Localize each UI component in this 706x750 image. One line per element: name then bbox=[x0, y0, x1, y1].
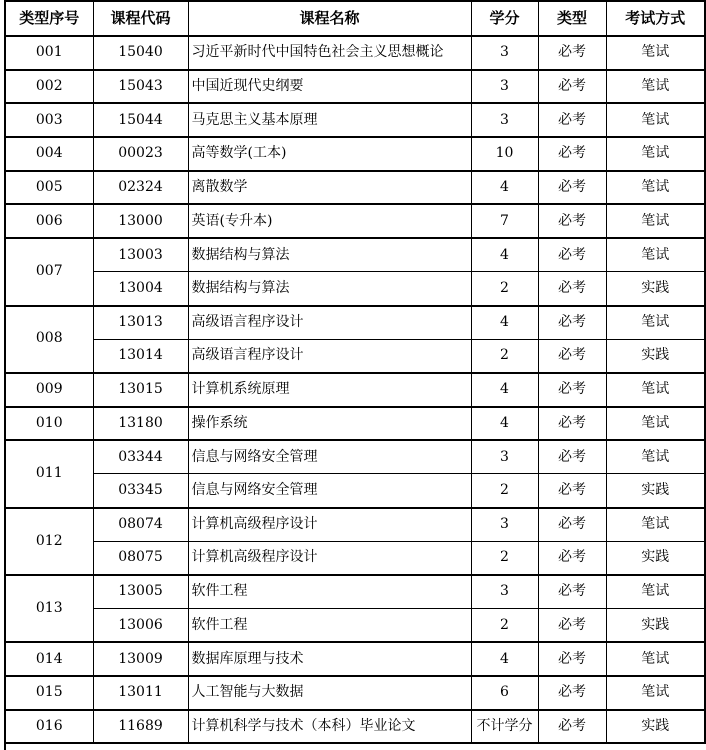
exam-cell: 笔试 bbox=[606, 171, 705, 205]
code-cell: 03345 bbox=[93, 474, 188, 508]
table-row bbox=[5, 508, 705, 542]
seq-cell: 013 bbox=[5, 575, 93, 642]
code-cell: 13003 bbox=[93, 238, 188, 272]
code-cell: 03344 bbox=[93, 440, 188, 474]
exam-cell: 笔试 bbox=[606, 407, 705, 441]
seq-cell: 002 bbox=[5, 70, 93, 104]
name-cell: 操作系统 bbox=[188, 407, 471, 441]
seq-cell: 004 bbox=[5, 137, 93, 171]
exam-cell: 笔试 bbox=[606, 103, 705, 137]
type-cell: 必考 bbox=[538, 541, 606, 575]
code-cell: 13000 bbox=[93, 204, 188, 238]
exam-cell: 笔试 bbox=[606, 508, 705, 542]
credits-cell: 2 bbox=[471, 474, 538, 508]
credits-cell: 2 bbox=[471, 609, 538, 643]
course-table bbox=[4, 0, 706, 744]
seq-cell: 015 bbox=[5, 676, 93, 710]
exam-cell: 笔试 bbox=[606, 70, 705, 104]
code-cell: 13180 bbox=[93, 407, 188, 441]
exam-cell: 笔试 bbox=[606, 238, 705, 272]
credits-cell: 2 bbox=[471, 541, 538, 575]
type-cell: 必考 bbox=[538, 238, 606, 272]
credits-cell: 3 bbox=[471, 440, 538, 474]
table-row bbox=[5, 103, 705, 137]
table-row bbox=[5, 541, 705, 575]
code-cell: 11689 bbox=[93, 710, 188, 744]
seq-cell: 008 bbox=[5, 306, 93, 373]
code-cell: 15040 bbox=[93, 36, 188, 70]
table-row bbox=[5, 440, 705, 474]
table-row bbox=[5, 676, 705, 710]
table-row bbox=[5, 171, 705, 205]
table-row bbox=[5, 407, 705, 441]
credits-cell: 4 bbox=[471, 642, 538, 676]
name-cell: 软件工程 bbox=[188, 609, 471, 643]
table-continuation-border bbox=[4, 742, 6, 750]
name-cell: 软件工程 bbox=[188, 575, 471, 609]
exam-cell: 笔试 bbox=[606, 204, 705, 238]
column-header-course-code: 课程代码 bbox=[93, 1, 188, 36]
code-cell: 13009 bbox=[93, 642, 188, 676]
exam-cell: 笔试 bbox=[606, 575, 705, 609]
seq-cell: 003 bbox=[5, 103, 93, 137]
name-cell: 数据结构与算法 bbox=[188, 272, 471, 306]
type-cell: 必考 bbox=[538, 440, 606, 474]
type-cell: 必考 bbox=[538, 70, 606, 104]
type-cell: 必考 bbox=[538, 373, 606, 407]
code-cell: 13015 bbox=[93, 373, 188, 407]
code-cell: 15043 bbox=[93, 70, 188, 104]
name-cell: 计算机高级程序设计 bbox=[188, 541, 471, 575]
exam-cell: 笔试 bbox=[606, 676, 705, 710]
type-cell: 必考 bbox=[538, 642, 606, 676]
name-cell: 高等数学(工本) bbox=[188, 137, 471, 171]
column-header-type: 类型 bbox=[538, 1, 606, 36]
column-header-credits: 学分 bbox=[471, 1, 538, 36]
table-row bbox=[5, 339, 705, 373]
column-header-course-name: 课程名称 bbox=[188, 1, 471, 36]
name-cell: 数据库原理与技术 bbox=[188, 642, 471, 676]
exam-cell: 实践 bbox=[606, 541, 705, 575]
seq-cell: 007 bbox=[5, 238, 93, 305]
credits-cell: 4 bbox=[471, 407, 538, 441]
table-row bbox=[5, 306, 705, 340]
exam-cell: 笔试 bbox=[606, 36, 705, 70]
code-cell: 13004 bbox=[93, 272, 188, 306]
name-cell: 英语(专升本) bbox=[188, 204, 471, 238]
code-cell: 13011 bbox=[93, 676, 188, 710]
code-cell: 13013 bbox=[93, 306, 188, 340]
credits-cell: 3 bbox=[471, 103, 538, 137]
code-cell: 08075 bbox=[93, 541, 188, 575]
type-cell: 必考 bbox=[538, 407, 606, 441]
exam-cell: 实践 bbox=[606, 474, 705, 508]
exam-cell: 实践 bbox=[606, 339, 705, 373]
name-cell: 高级语言程序设计 bbox=[188, 306, 471, 340]
name-cell: 中国近现代史纲要 bbox=[188, 70, 471, 104]
credits-cell: 3 bbox=[471, 508, 538, 542]
credits-cell: 6 bbox=[471, 676, 538, 710]
code-cell: 13005 bbox=[93, 575, 188, 609]
credits-cell: 7 bbox=[471, 204, 538, 238]
seq-cell: 006 bbox=[5, 204, 93, 238]
name-cell: 离散数学 bbox=[188, 171, 471, 205]
course-table-header bbox=[5, 1, 705, 36]
credits-cell: 2 bbox=[471, 339, 538, 373]
name-cell: 计算机系统原理 bbox=[188, 373, 471, 407]
exam-cell: 实践 bbox=[606, 710, 705, 744]
type-cell: 必考 bbox=[538, 676, 606, 710]
table-row bbox=[5, 272, 705, 306]
type-cell: 必考 bbox=[538, 339, 606, 373]
credits-cell: 2 bbox=[471, 272, 538, 306]
table-row bbox=[5, 36, 705, 70]
credits-cell: 4 bbox=[471, 373, 538, 407]
seq-cell: 010 bbox=[5, 407, 93, 441]
name-cell: 数据结构与算法 bbox=[188, 238, 471, 272]
table-row bbox=[5, 710, 705, 744]
name-cell: 习近平新时代中国特色社会主义思想概论 bbox=[188, 36, 471, 70]
exam-cell: 笔试 bbox=[606, 373, 705, 407]
seq-cell: 012 bbox=[5, 508, 93, 575]
seq-cell: 001 bbox=[5, 36, 93, 70]
type-cell: 必考 bbox=[538, 508, 606, 542]
table-row bbox=[5, 575, 705, 609]
seq-cell: 014 bbox=[5, 642, 93, 676]
exam-cell: 笔试 bbox=[606, 306, 705, 340]
header-row bbox=[5, 1, 705, 36]
credits-cell: 4 bbox=[471, 171, 538, 205]
type-cell: 必考 bbox=[538, 306, 606, 340]
table-row bbox=[5, 642, 705, 676]
credits-cell: 4 bbox=[471, 238, 538, 272]
code-cell: 08074 bbox=[93, 508, 188, 542]
name-cell: 计算机科学与技术（本科）毕业论文 bbox=[188, 710, 471, 744]
table-row bbox=[5, 474, 705, 508]
column-header-exam-method: 考试方式 bbox=[606, 1, 705, 36]
seq-cell: 009 bbox=[5, 373, 93, 407]
credits-cell: 3 bbox=[471, 70, 538, 104]
course-table-body bbox=[5, 36, 705, 743]
table-row bbox=[5, 609, 705, 643]
credits-cell: 3 bbox=[471, 575, 538, 609]
type-cell: 必考 bbox=[538, 575, 606, 609]
name-cell: 高级语言程序设计 bbox=[188, 339, 471, 373]
exam-cell: 实践 bbox=[606, 609, 705, 643]
exam-cell: 笔试 bbox=[606, 440, 705, 474]
type-cell: 必考 bbox=[538, 272, 606, 306]
credits-cell: 4 bbox=[471, 306, 538, 340]
exam-cell: 笔试 bbox=[606, 642, 705, 676]
code-cell: 02324 bbox=[93, 171, 188, 205]
name-cell: 信息与网络安全管理 bbox=[188, 474, 471, 508]
type-cell: 必考 bbox=[538, 474, 606, 508]
credits-cell: 不计学分 bbox=[471, 710, 538, 744]
code-cell: 13014 bbox=[93, 339, 188, 373]
type-cell: 必考 bbox=[538, 204, 606, 238]
type-cell: 必考 bbox=[538, 710, 606, 744]
credits-cell: 10 bbox=[471, 137, 538, 171]
type-cell: 必考 bbox=[538, 103, 606, 137]
table-row bbox=[5, 204, 705, 238]
table-row bbox=[5, 238, 705, 272]
seq-cell: 011 bbox=[5, 440, 93, 507]
type-cell: 必考 bbox=[538, 609, 606, 643]
code-cell: 00023 bbox=[93, 137, 188, 171]
credits-cell: 3 bbox=[471, 36, 538, 70]
name-cell: 马克思主义基本原理 bbox=[188, 103, 471, 137]
name-cell: 计算机高级程序设计 bbox=[188, 508, 471, 542]
type-cell: 必考 bbox=[538, 137, 606, 171]
code-cell: 13006 bbox=[93, 609, 188, 643]
table-row bbox=[5, 137, 705, 171]
exam-cell: 笔试 bbox=[606, 137, 705, 171]
column-header-type-seq: 类型序号 bbox=[5, 1, 93, 36]
name-cell: 信息与网络安全管理 bbox=[188, 440, 471, 474]
seq-cell: 005 bbox=[5, 171, 93, 205]
type-cell: 必考 bbox=[538, 171, 606, 205]
type-cell: 必考 bbox=[538, 36, 606, 70]
table-row bbox=[5, 70, 705, 104]
code-cell: 15044 bbox=[93, 103, 188, 137]
seq-cell: 016 bbox=[5, 710, 93, 744]
exam-cell: 实践 bbox=[606, 272, 705, 306]
name-cell: 人工智能与大数据 bbox=[188, 676, 471, 710]
table-row bbox=[5, 373, 705, 407]
